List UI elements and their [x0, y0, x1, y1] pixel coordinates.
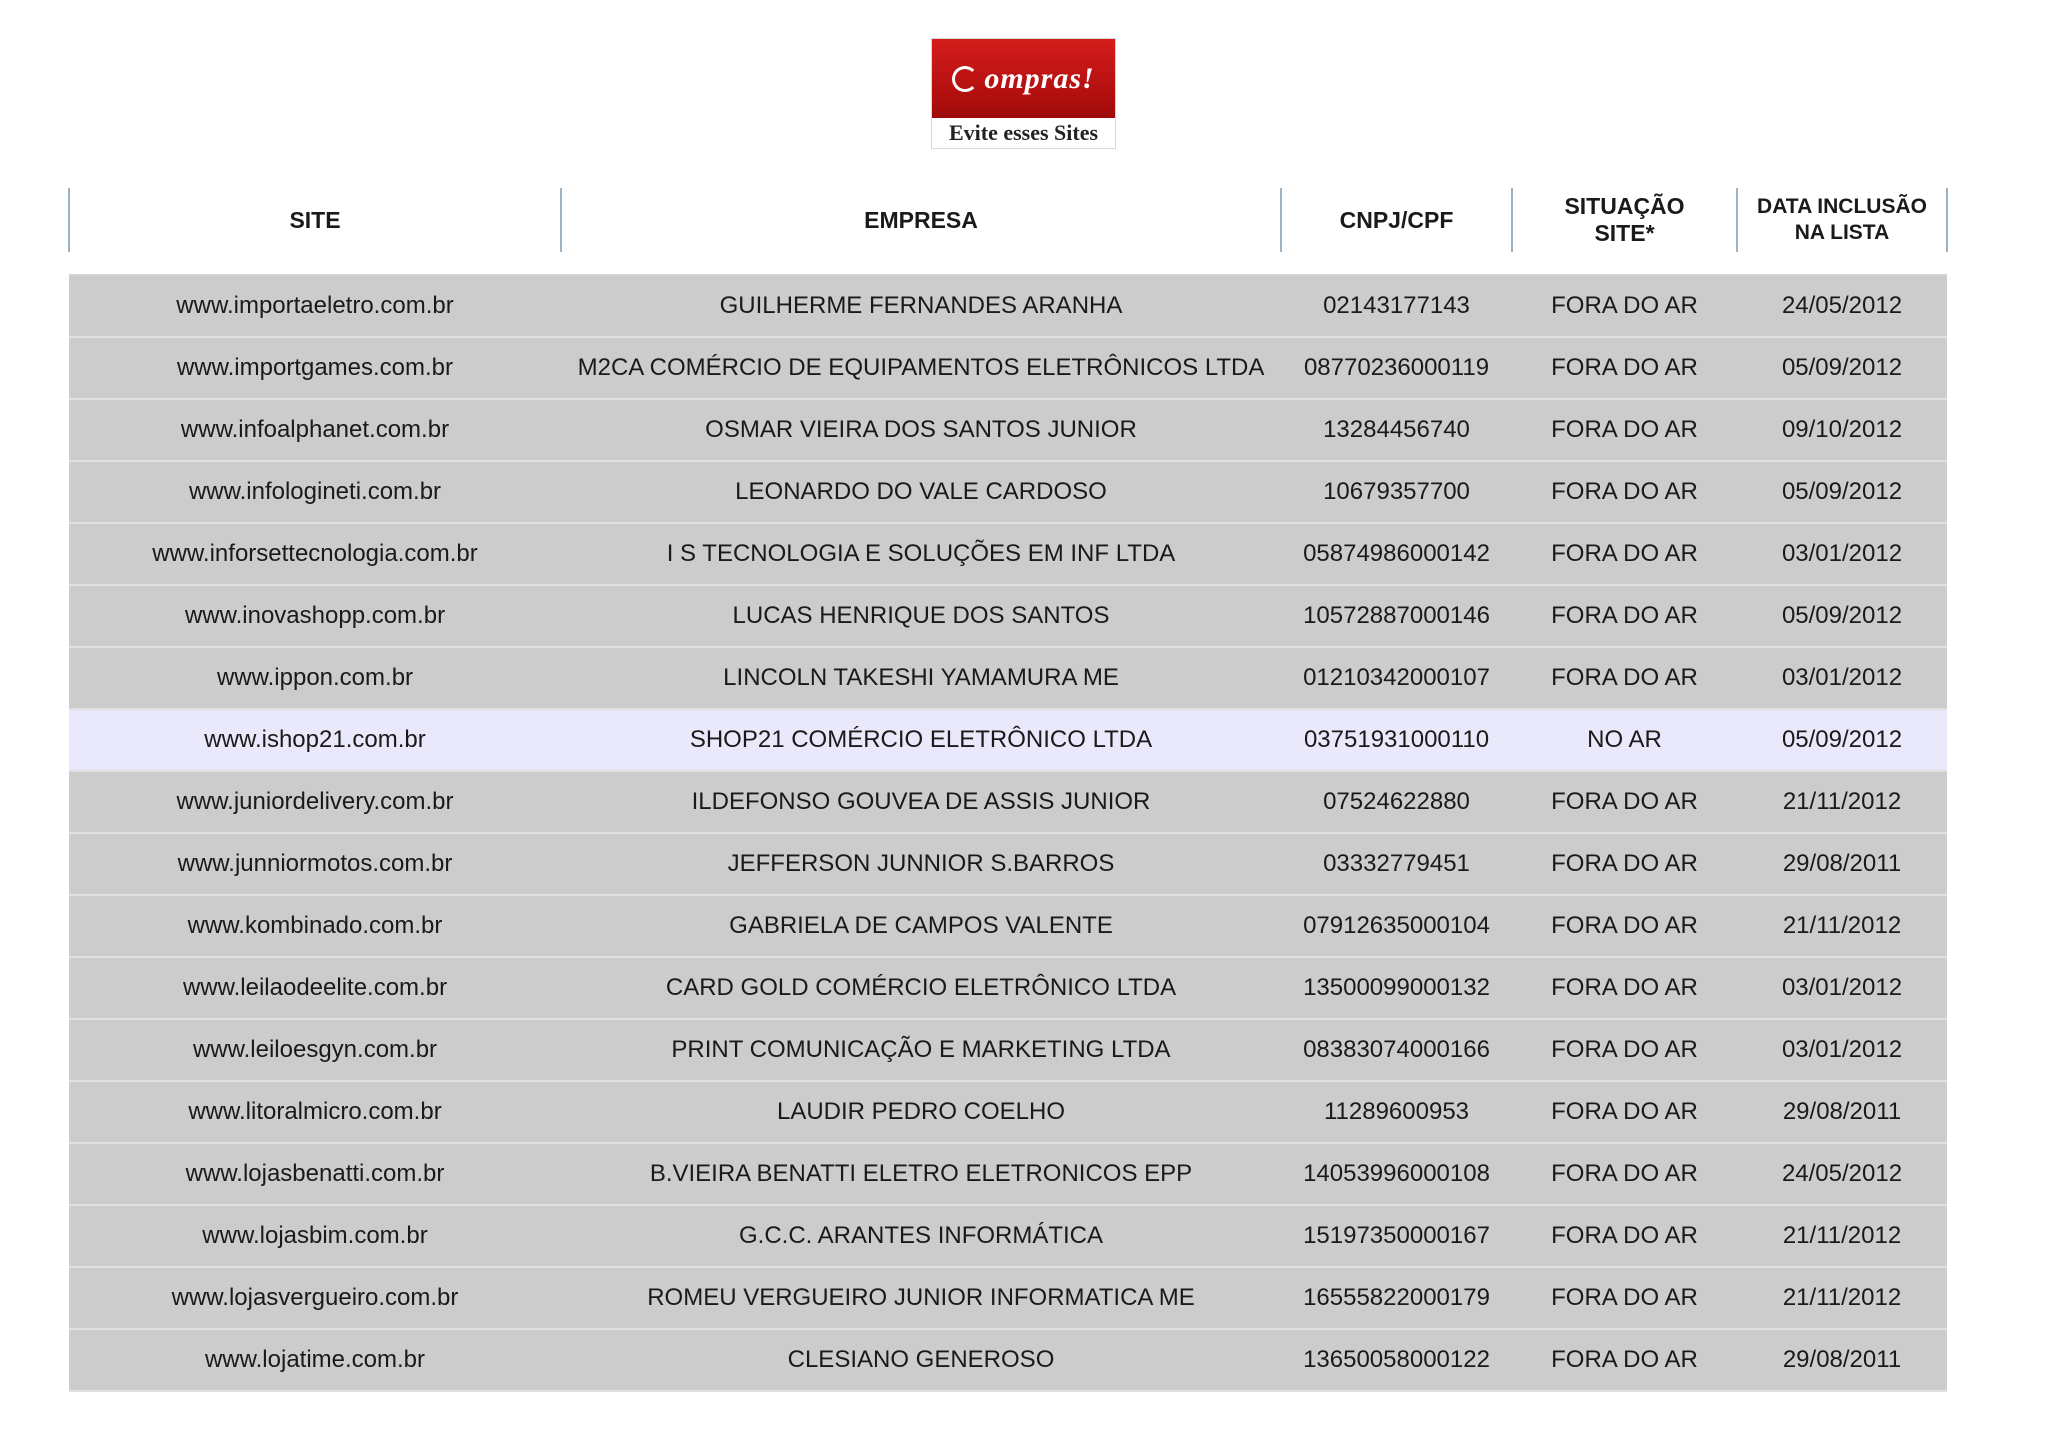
header-site: SITE — [69, 188, 561, 252]
cell-situacao: FORA DO AR — [1512, 337, 1737, 399]
cell-cnpj: 10572887000146 — [1281, 585, 1512, 647]
cell-data: 03/01/2012 — [1737, 957, 1947, 1019]
cell-situacao: FORA DO AR — [1512, 1267, 1737, 1329]
cell-site: www.ishop21.com.br — [69, 709, 561, 771]
cell-situacao: FORA DO AR — [1512, 833, 1737, 895]
cell-empresa: CLESIANO GENEROSO — [561, 1329, 1281, 1391]
cell-situacao: FORA DO AR — [1512, 1019, 1737, 1081]
cell-site: www.litoralmicro.com.br — [69, 1081, 561, 1143]
cell-cnpj: 13500099000132 — [1281, 957, 1512, 1019]
cell-site: www.ippon.com.br — [69, 647, 561, 709]
cell-situacao: FORA DO AR — [1512, 523, 1737, 585]
table-row — [69, 771, 1947, 833]
cell-situacao: FORA DO AR — [1512, 647, 1737, 709]
sites-table — [68, 188, 1948, 1392]
cell-cnpj: 16555822000179 — [1281, 1267, 1512, 1329]
cell-site: www.lojatime.com.br — [69, 1329, 561, 1391]
table-row — [69, 1081, 1947, 1143]
cell-cnpj: 08383074000166 — [1281, 1019, 1512, 1081]
cell-site: www.inforsettecnologia.com.br — [69, 523, 561, 585]
cell-data: 03/01/2012 — [1737, 523, 1947, 585]
cell-data: 24/05/2012 — [1737, 1143, 1947, 1205]
cell-cnpj: 01210342000107 — [1281, 647, 1512, 709]
cell-data: 29/08/2011 — [1737, 833, 1947, 895]
table-row — [69, 647, 1947, 709]
cell-cnpj: 08770236000119 — [1281, 337, 1512, 399]
table-row — [69, 1329, 1947, 1391]
logo-banner — [932, 39, 1115, 118]
table-row — [69, 585, 1947, 647]
cell-data: 21/11/2012 — [1737, 771, 1947, 833]
cell-data: 21/11/2012 — [1737, 1205, 1947, 1267]
cell-empresa: B.VIEIRA BENATTI ELETRO ELETRONICOS EPP — [561, 1143, 1281, 1205]
compras-logo — [931, 38, 1116, 149]
cell-situacao: FORA DO AR — [1512, 895, 1737, 957]
cell-site: www.importgames.com.br — [69, 337, 561, 399]
logo-word: ompras! — [984, 61, 1095, 95]
cell-cnpj: 07524622880 — [1281, 771, 1512, 833]
header-situacao: SITUAÇÃO SITE* — [1512, 188, 1737, 252]
cell-empresa: GUILHERME FERNANDES ARANHA — [561, 275, 1281, 337]
cell-situacao: FORA DO AR — [1512, 957, 1737, 1019]
cell-site: www.leiloesgyn.com.br — [69, 1019, 561, 1081]
cell-site: www.kombinado.com.br — [69, 895, 561, 957]
cell-situacao: NO AR — [1512, 709, 1737, 771]
cell-data: 03/01/2012 — [1737, 647, 1947, 709]
cell-site: www.juniordelivery.com.br — [69, 771, 561, 833]
table-row — [69, 337, 1947, 399]
cell-cnpj: 10679357700 — [1281, 461, 1512, 523]
cell-empresa: OSMAR VIEIRA DOS SANTOS JUNIOR — [561, 399, 1281, 461]
cell-cnpj: 03751931000110 — [1281, 709, 1512, 771]
table-row — [69, 1205, 1947, 1267]
cell-site: www.lojasbenatti.com.br — [69, 1143, 561, 1205]
cell-site: www.lojasbim.com.br — [69, 1205, 561, 1267]
cell-situacao: FORA DO AR — [1512, 585, 1737, 647]
cell-empresa: I S TECNOLOGIA E SOLUÇÕES EM INF LTDA — [561, 523, 1281, 585]
table-row — [69, 957, 1947, 1019]
cell-site: www.importaeletro.com.br — [69, 275, 561, 337]
cell-data: 29/08/2011 — [1737, 1329, 1947, 1391]
cell-situacao: FORA DO AR — [1512, 461, 1737, 523]
cell-empresa: LUCAS HENRIQUE DOS SANTOS — [561, 585, 1281, 647]
header-cnpj: CNPJ/CPF — [1281, 188, 1512, 252]
table-row — [69, 1143, 1947, 1205]
cell-situacao: FORA DO AR — [1512, 1329, 1737, 1391]
table-row — [69, 523, 1947, 585]
table-row — [69, 461, 1947, 523]
cell-data: 05/09/2012 — [1737, 461, 1947, 523]
table-row — [69, 1267, 1947, 1329]
cell-cnpj: 03332779451 — [1281, 833, 1512, 895]
cell-cnpj: 07912635000104 — [1281, 895, 1512, 957]
cell-site: www.infoalphanet.com.br — [69, 399, 561, 461]
cell-cnpj: 11289600953 — [1281, 1081, 1512, 1143]
cell-cnpj: 05874986000142 — [1281, 523, 1512, 585]
cell-data: 21/11/2012 — [1737, 895, 1947, 957]
cell-cnpj: 02143177143 — [1281, 275, 1512, 337]
cell-data: 05/09/2012 — [1737, 585, 1947, 647]
cell-site: www.junniormotos.com.br — [69, 833, 561, 895]
cell-situacao: FORA DO AR — [1512, 1081, 1737, 1143]
cell-empresa: CARD GOLD COMÉRCIO ELETRÔNICO LTDA — [561, 957, 1281, 1019]
cell-site: www.leilaodeelite.com.br — [69, 957, 561, 1019]
table-row — [69, 709, 1947, 771]
cell-empresa: M2CA COMÉRCIO DE EQUIPAMENTOS ELETRÔNICOS LTDA — [561, 337, 1281, 399]
cell-empresa: G.C.C. ARANTES INFORMÁTICA — [561, 1205, 1281, 1267]
table-row — [69, 895, 1947, 957]
logo-c-icon — [952, 66, 978, 92]
cell-situacao: FORA DO AR — [1512, 771, 1737, 833]
cell-empresa: LAUDIR PEDRO COELHO — [561, 1081, 1281, 1143]
table-row — [69, 399, 1947, 461]
cell-site: www.infologineti.com.br — [69, 461, 561, 523]
cell-data: 03/01/2012 — [1737, 1019, 1947, 1081]
cell-empresa: PRINT COMUNICAÇÃO E MARKETING LTDA — [561, 1019, 1281, 1081]
table-header — [69, 188, 1947, 275]
cell-situacao: FORA DO AR — [1512, 275, 1737, 337]
cell-empresa: ILDEFONSO GOUVEA DE ASSIS JUNIOR — [561, 771, 1281, 833]
header-empresa: EMPRESA — [561, 188, 1281, 252]
cell-cnpj: 13284456740 — [1281, 399, 1512, 461]
cell-empresa: LINCOLN TAKESHI YAMAMURA ME — [561, 647, 1281, 709]
cell-data: 29/08/2011 — [1737, 1081, 1947, 1143]
cell-site: www.lojasvergueiro.com.br — [69, 1267, 561, 1329]
table-row — [69, 833, 1947, 895]
table-body — [69, 275, 1947, 1391]
cell-cnpj: 14053996000108 — [1281, 1143, 1512, 1205]
cell-site: www.inovashopp.com.br — [69, 585, 561, 647]
cell-data: 21/11/2012 — [1737, 1267, 1947, 1329]
logo-subtitle: Evite esses Sites — [948, 120, 1099, 145]
cell-cnpj: 13650058000122 — [1281, 1329, 1512, 1391]
cell-empresa: GABRIELA DE CAMPOS VALENTE — [561, 895, 1281, 957]
cell-empresa: LEONARDO DO VALE CARDOSO — [561, 461, 1281, 523]
cell-empresa: JEFFERSON JUNNIOR S.BARROS — [561, 833, 1281, 895]
cell-situacao: FORA DO AR — [1512, 399, 1737, 461]
cell-data: 09/10/2012 — [1737, 399, 1947, 461]
cell-situacao: FORA DO AR — [1512, 1143, 1737, 1205]
cell-cnpj: 15197350000167 — [1281, 1205, 1512, 1267]
cell-empresa: SHOP21 COMÉRCIO ELETRÔNICO LTDA — [561, 709, 1281, 771]
cell-empresa: ROMEU VERGUEIRO JUNIOR INFORMATICA ME — [561, 1267, 1281, 1329]
cell-data: 05/09/2012 — [1737, 709, 1947, 771]
cell-situacao: FORA DO AR — [1512, 1205, 1737, 1267]
cell-data: 05/09/2012 — [1737, 337, 1947, 399]
table-row — [69, 1019, 1947, 1081]
header-data-inclusao: DATA INCLUSÃO NA LISTA — [1737, 188, 1947, 252]
table-row — [69, 275, 1947, 337]
cell-data: 24/05/2012 — [1737, 275, 1947, 337]
